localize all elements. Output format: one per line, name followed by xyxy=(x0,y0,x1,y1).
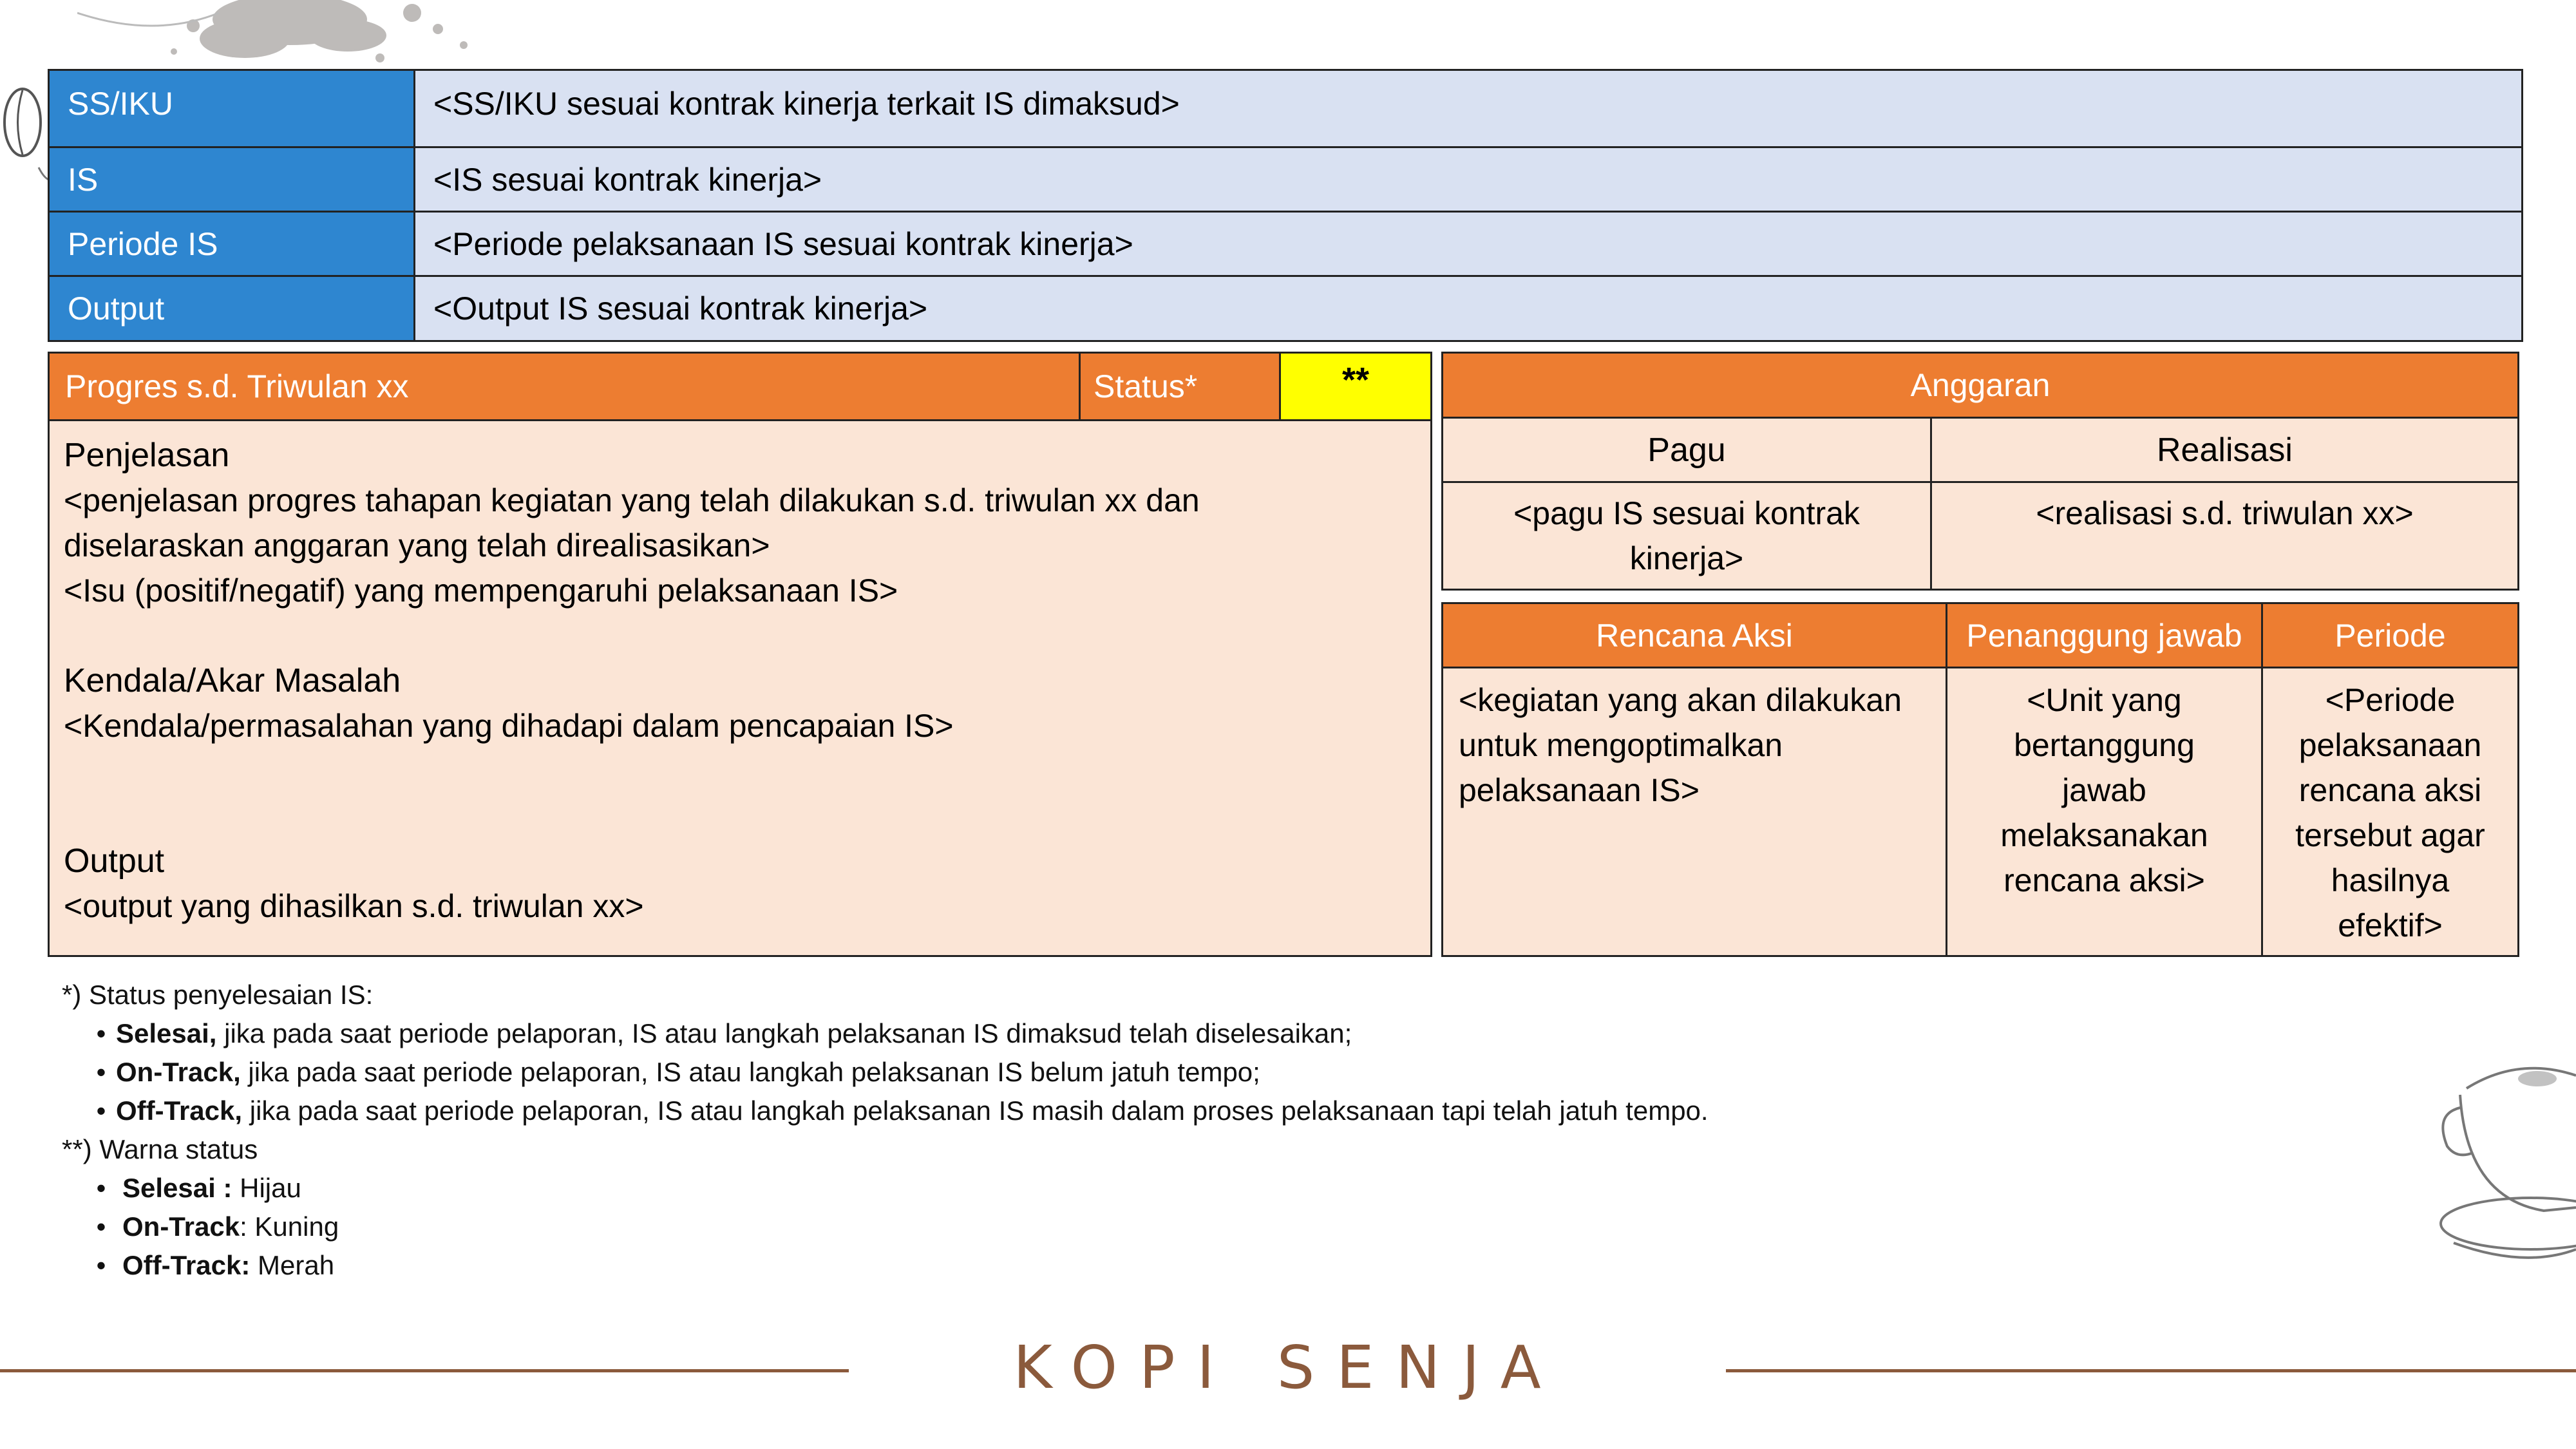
note-term: Selesai, xyxy=(116,1018,217,1048)
status-label: Status* xyxy=(1094,368,1198,404)
output-text: <output yang dihasilkan s.d. triwulan xx> xyxy=(64,888,644,924)
is-info-table xyxy=(48,69,2523,342)
warna-term: Selesai : xyxy=(122,1173,232,1203)
periode-title: Periode xyxy=(2334,617,2446,654)
info-row-periode xyxy=(50,213,2521,277)
coffee-splash-decoration xyxy=(77,0,489,71)
warna-value: Hijau xyxy=(232,1173,301,1203)
periode-value: <Periode pelaksanaan rencana aksi tersebut agar hasilnya efektif> xyxy=(2261,667,2519,957)
info-value: <SS/IKU sesuai kontrak kinerja terkait IS dimaksud> xyxy=(415,71,2521,146)
penanggung-jawab-value: <Unit yang bertanggung jawab melaksanakan rencana aksi> xyxy=(1946,667,2263,957)
progress-body xyxy=(48,419,1432,957)
pagu-label: Pagu xyxy=(1647,431,1726,469)
penanggung-jawab-header xyxy=(1946,602,2263,668)
periode-header xyxy=(2261,602,2519,668)
warna-term: Off-Track: xyxy=(122,1250,251,1280)
warna-item-selesai xyxy=(62,1169,1709,1208)
warna-item-offtrack xyxy=(62,1246,1709,1285)
info-value: <Periode pelaksanaan IS sesuai kontrak kinerja> xyxy=(415,213,2521,275)
note-item-offtrack xyxy=(62,1092,1709,1130)
bullet-icon: • xyxy=(96,1057,106,1087)
penjelasan-title: Penjelasan xyxy=(64,437,230,474)
penjelasan-line: diselaraskan anggaran yang telah direalisasikan> xyxy=(64,527,770,564)
status-notes xyxy=(62,976,1709,1285)
realisasi-label-cell xyxy=(1930,417,2519,483)
progress-header xyxy=(48,352,1081,421)
bullet-icon: • xyxy=(96,1095,106,1126)
note-item-ontrack xyxy=(62,1053,1709,1092)
kendala-text: <Kendala/permasalahan yang dihadapi dalam pencapaian IS> xyxy=(64,708,954,744)
pagu-label-cell xyxy=(1441,417,1932,483)
rencana-aksi-value: <kegiatan yang akan dilakukan untuk mengoptimalkan pelaksanaan IS> xyxy=(1441,667,1947,957)
info-label: Periode IS xyxy=(50,213,415,275)
footer-rule-left xyxy=(0,1369,849,1372)
warna-item-ontrack xyxy=(62,1208,1709,1246)
info-label: IS xyxy=(50,148,415,211)
rencana-aksi-title: Rencana Aksi xyxy=(1596,617,1793,654)
note-term: Off-Track, xyxy=(116,1095,243,1126)
pagu-value: <pagu IS sesuai kontrak kinerja> xyxy=(1441,481,1932,591)
note-item-selesai xyxy=(62,1014,1709,1053)
status-value: ** xyxy=(1341,361,1370,399)
anggaran-title: Anggaran xyxy=(1910,367,2050,403)
warna-value: Merah xyxy=(250,1250,335,1280)
brand-wordmark: KOPI SENJA xyxy=(1013,1333,1563,1402)
coffee-bean-decoration xyxy=(0,84,52,187)
rencana-aksi-header xyxy=(1441,602,1947,668)
coffee-cup-decoration xyxy=(2428,1050,2576,1269)
anggaran-header xyxy=(1441,352,2519,419)
progress-header-text: Progres s.d. Triwulan xx xyxy=(65,368,409,404)
penanggung-jawab-title: Penanggung jawab xyxy=(1966,617,2242,654)
note-desc: jika pada saat periode pelaporan, IS atau langkah pelaksanan IS dimaksud telah diselesaikan; xyxy=(216,1018,1352,1048)
output-title: Output xyxy=(64,842,165,880)
status-notes-title: *) Status penyelesaian IS: xyxy=(62,980,374,1010)
info-row-ss-iku xyxy=(50,71,2521,148)
penjelasan-line: <penjelasan progres tahapan kegiatan yang telah dilakukan s.d. triwulan xx dan xyxy=(64,482,1200,518)
info-label: SS/IKU xyxy=(50,71,415,146)
realisasi-value: <realisasi s.d. triwulan xx> xyxy=(1930,481,2519,591)
kendala-title: Kendala/Akar Masalah xyxy=(64,662,401,699)
bullet-icon: • xyxy=(96,1173,106,1203)
note-desc: jika pada saat periode pelaporan, IS atau langkah pelaksanan IS belum jatuh tempo; xyxy=(240,1057,1260,1087)
info-row-output xyxy=(50,277,2521,340)
warna-value: : Kuning xyxy=(240,1211,339,1242)
penjelasan-line: <Isu (positif/negatif) yang mempengaruhi pelaksanaan IS> xyxy=(64,573,898,609)
info-row-is xyxy=(50,148,2521,213)
warna-term: On-Track xyxy=(122,1211,240,1242)
status-indicator xyxy=(1279,352,1432,421)
info-value: <Output IS sesuai kontrak kinerja> xyxy=(415,277,2521,340)
info-label: Output xyxy=(50,277,415,340)
bullet-icon: • xyxy=(96,1211,106,1242)
bullet-icon: • xyxy=(96,1250,106,1280)
realisasi-label: Realisasi xyxy=(2157,431,2293,469)
info-value: <IS sesuai kontrak kinerja> xyxy=(415,148,2521,211)
footer-rule-right xyxy=(1726,1369,2576,1372)
bullet-icon: • xyxy=(96,1018,106,1048)
warna-notes-title: **) Warna status xyxy=(62,1134,258,1164)
note-term: On-Track, xyxy=(116,1057,241,1087)
status-label-cell xyxy=(1079,352,1281,421)
note-desc: jika pada saat periode pelaporan, IS atau langkah pelaksanan IS masih dalam proses pelaksanaan tapi telah jatuh tempo. xyxy=(242,1095,1709,1126)
